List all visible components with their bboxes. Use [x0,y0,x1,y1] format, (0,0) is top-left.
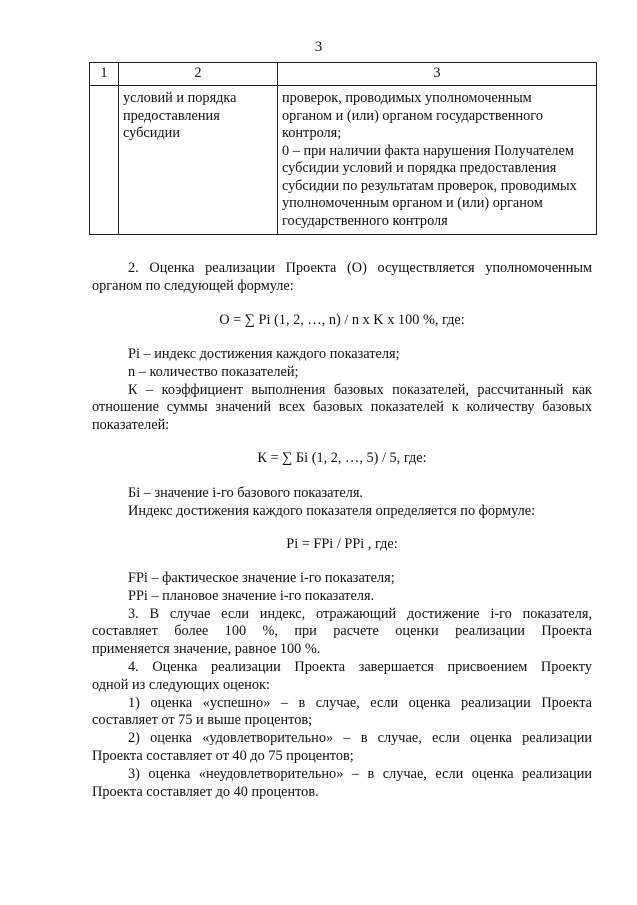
text-line: 3. В случае если индекс, отражающий достижение i-го показателя, [128,605,592,622]
formula-line: Pi = FPi / PPi , где: [286,536,398,552]
cell-line: контроля; [282,125,342,141]
text-line: FPi – фактическое значение i-го показателя; [128,570,395,586]
text-line: n – количество показателей; [128,363,299,380]
text-line: показателей: [92,417,170,434]
cell-line: уполномоченным органом и (или) органом [282,195,543,211]
paragraph-2 [92,260,592,296]
formula-line: О = ∑ Pi (1, 2, …, n) / n x K x 100 %, где: [219,312,465,328]
table-header-cell: 1 [90,63,119,86]
table-row [90,86,597,235]
cell-line: государственного контроля [282,212,448,229]
definitions-block [92,346,592,435]
table-cell-col3 [278,86,597,235]
cell-line: условий и порядка [123,90,237,106]
text-line: составляет более 100 %, при расчете оценки реализации Проекта [92,623,592,640]
text-line: составляет от 75 и выше процентов; [92,712,313,729]
fp-pp-block [92,570,592,801]
table-header-row [90,63,597,86]
cell-line: субсидии условий и порядка предоставления [282,160,557,176]
table-header-cell: 2 [119,63,278,86]
text-line: 2. Оценка реализации Проекта (О) осуществляется уполномоченным [128,260,592,276]
page-number: 3 [314,39,323,55]
text-line: Индекс достижения каждого показателя определяется по формуле: [128,502,536,519]
cell-line: субсидии [123,125,180,141]
formula-k [92,450,592,468]
text-line: 1) оценка «успешно» – в случае, если оценка реализации Проекта [128,694,592,711]
text-line: применяется значение, равное 100 %. [92,641,321,658]
bi-definition-block [92,485,592,521]
table-header-cell: 3 [278,63,597,86]
table-cell-col1 [90,86,119,235]
text-line: Pi – индекс достижения каждого показателя; [128,346,400,362]
table-cell-col2 [119,86,278,235]
formula-line: К = ∑ Бi (1, 2, …, 5) / 5, где: [257,450,427,466]
cell-line: проверок, проводимых уполномоченным [282,90,532,106]
formula-p [92,536,592,554]
text-line: PPi – плановое значение i-го показателя. [128,587,375,604]
text-line: 4. Оценка реализации Проекта завершается присвоением Проекту [128,658,592,675]
cell-line: 0 – при наличии факта нарушения Получателем [282,142,574,159]
text-line: Проекта составляет до 40 процентов. [92,783,319,800]
text-line: органом по следующей формуле: [92,277,294,294]
cell-line: органом и (или) органом государственного [282,107,543,124]
text-line: Проекта составляет от 40 до 75 процентов; [92,747,354,764]
continuation-table [89,62,597,235]
cell-line: субсидии по результатам проверок, проводимых [282,177,577,194]
text-line: 2) оценка «удовлетворительно» – в случае, если оценка реализации [128,730,592,747]
text-line: К – коэффициент выполнения базовых показателей, рассчитанный как [128,381,592,398]
text-line: Бi – значение i-го базового показателя. [128,485,364,501]
text-line: отношение суммы значений всех базовых показателей к количеству базовых [92,399,592,416]
text-line: 3) оценка «неудовлетворительно» – в случае, если оценка реализации [128,765,592,782]
text-line: одной из следующих оценок: [92,676,270,693]
cell-line: предоставления [123,107,220,124]
formula-o [92,312,592,330]
